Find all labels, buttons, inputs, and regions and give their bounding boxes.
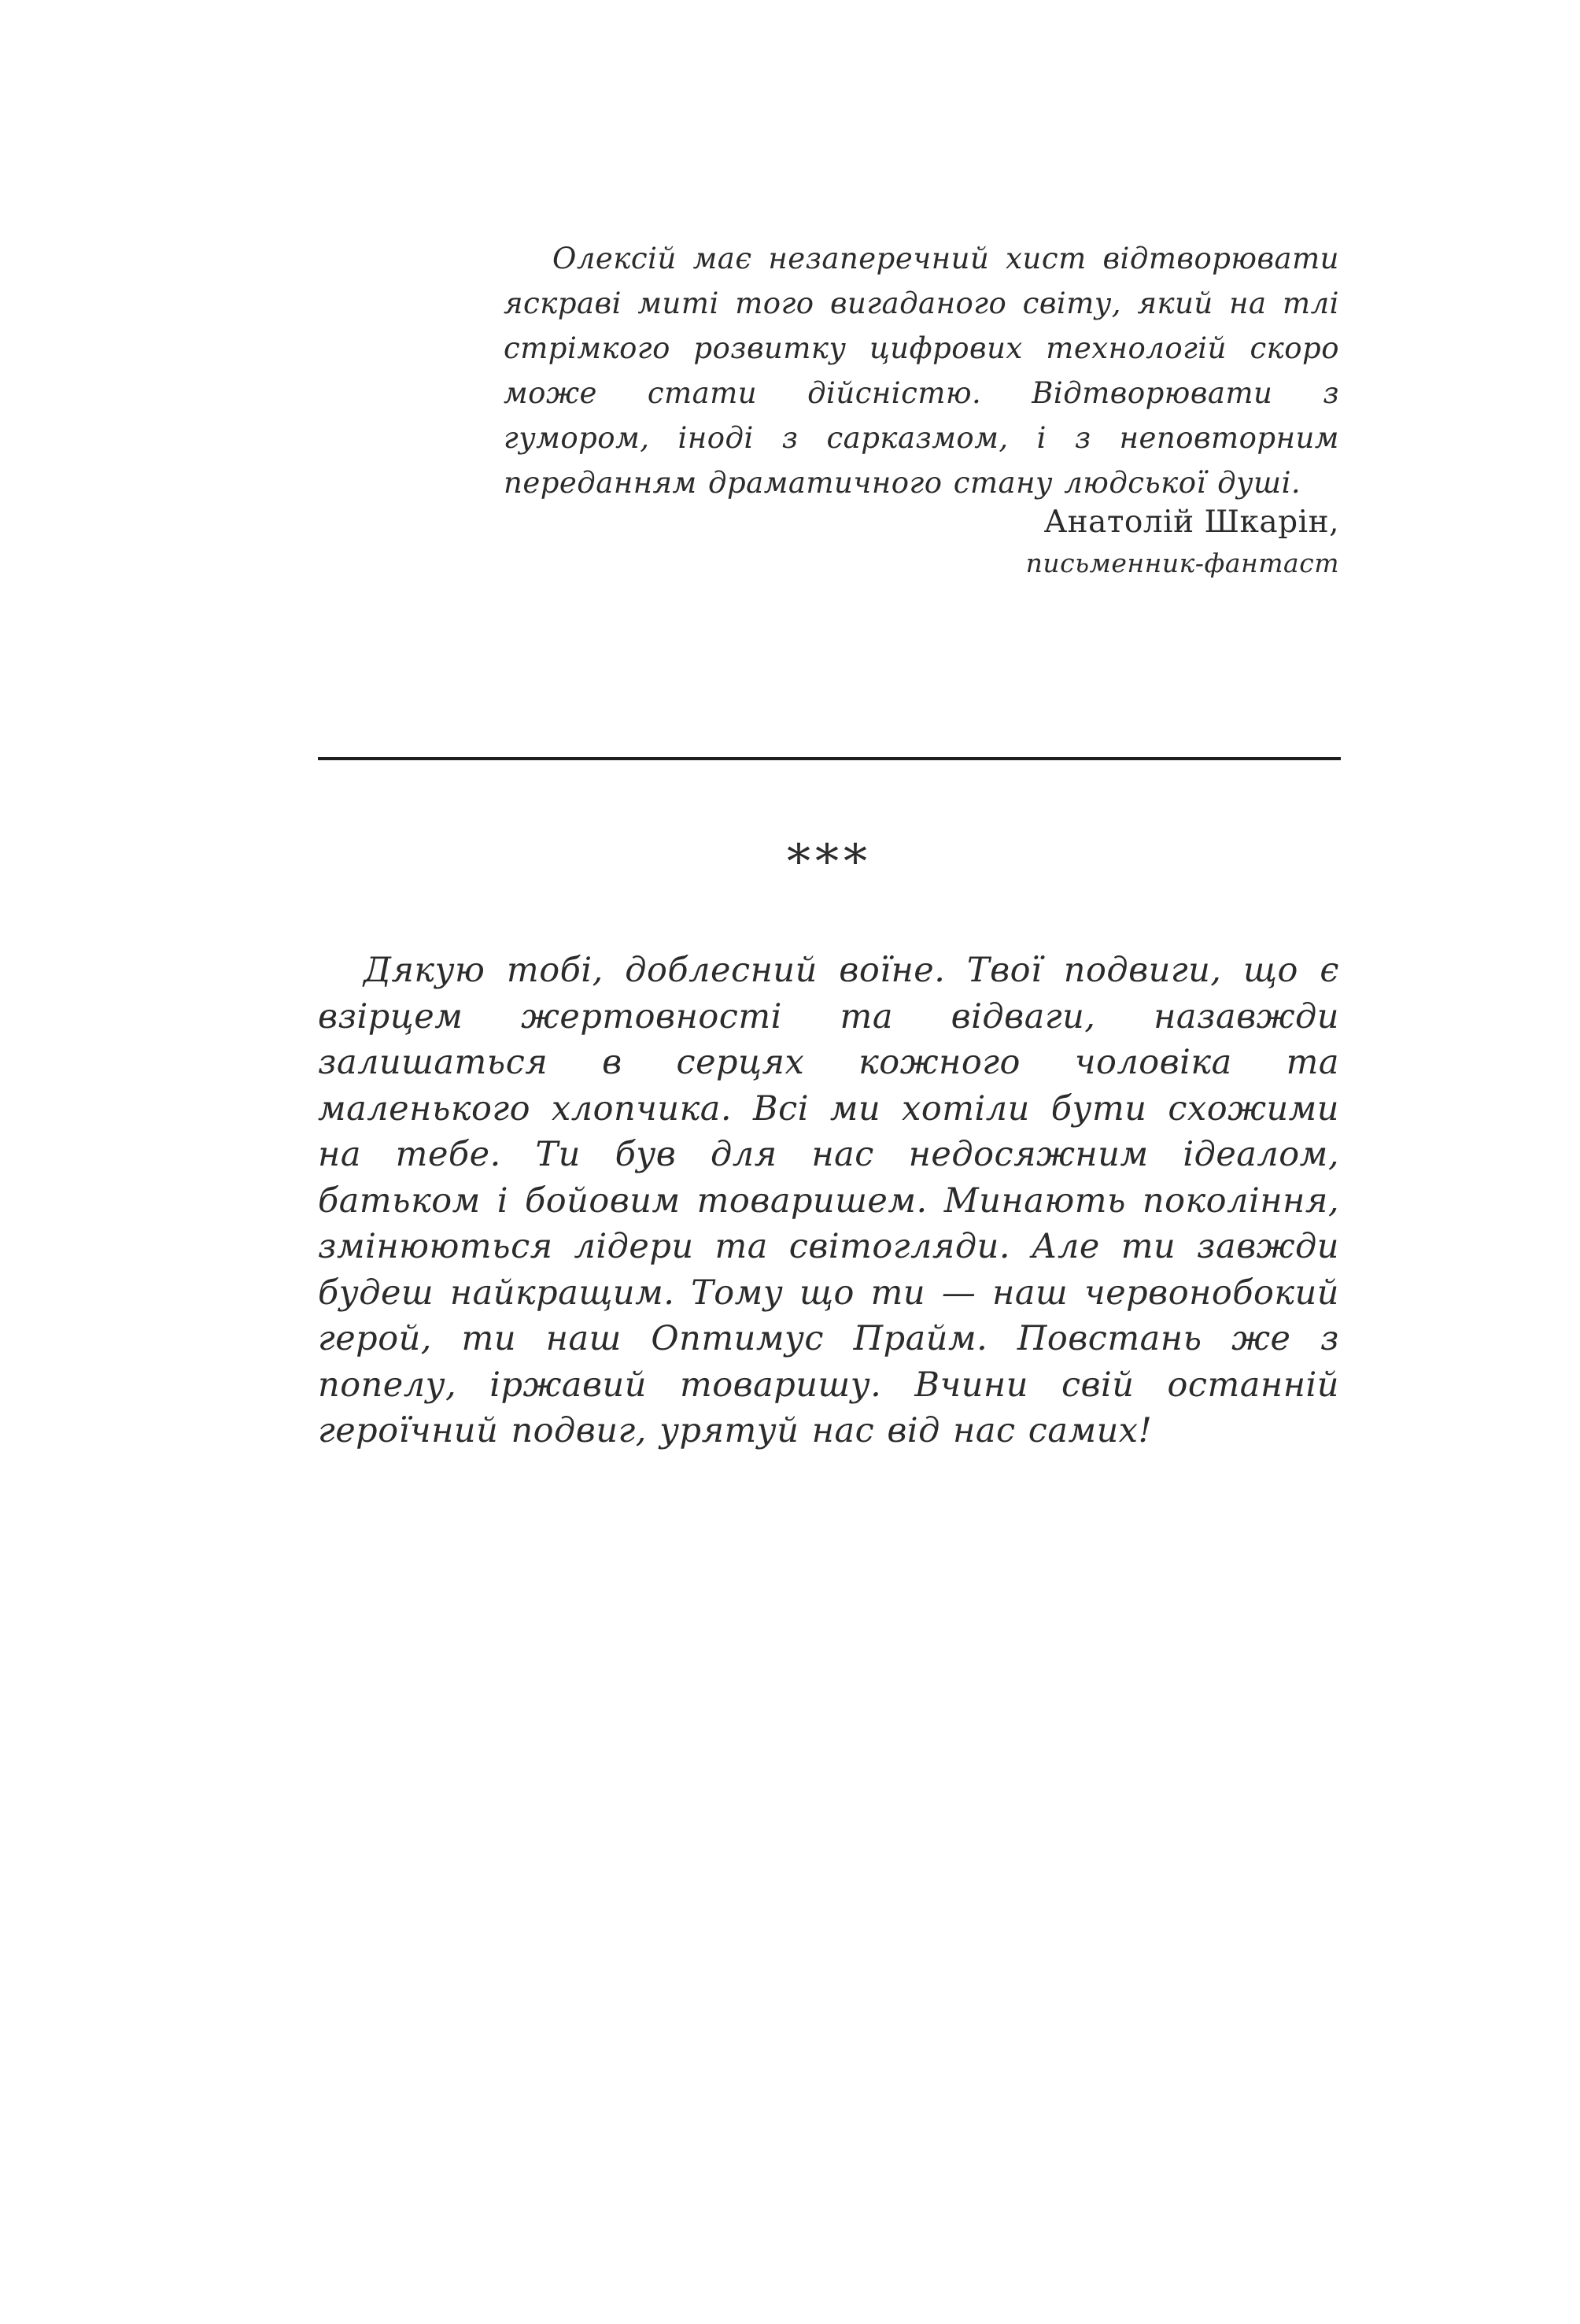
epigraph-author: Анатолій Шкарін, — [1043, 504, 1339, 540]
section-asterisms: *** — [787, 834, 872, 889]
epigraph-attribution — [504, 499, 1339, 581]
section-divider — [318, 757, 1341, 760]
dedication-paragraph: Дякую тобі, доблесний воїне. Твої подвиги, що є взірцем жертовності та відваги, назавжди залишаться в серцях кожного чоловіка та маленького хлопчика. Всі ми хотіли бути схожими на тебе. Ти був для нас недосяжним ідеалом, батьком і бойовим товаришем. Минають покоління, змінюються лідери та світогляди. Але ти завжди будеш найкращим. Тому що ти — наш червонобокий герой, ти наш Оптимус Прайм. Повстань же з попелу, іржавий товаришу. Вчини свій останній героїчний подвиг, урятуй нас від нас самих! — [318, 951, 1339, 1450]
epigraph-author-role: письменник-фантаст — [1025, 548, 1339, 578]
epigraph-quote: Олексій має незаперечний хист відтворювати яскраві миті того вигаданого світу, який на тлі стрімкого розвитку цифрових технологій скоро може стати дійсністю. Відтворювати з гумором, іноді з сарказмом, і з неповторним переданням драматичного стану людської душі. — [504, 242, 1339, 500]
